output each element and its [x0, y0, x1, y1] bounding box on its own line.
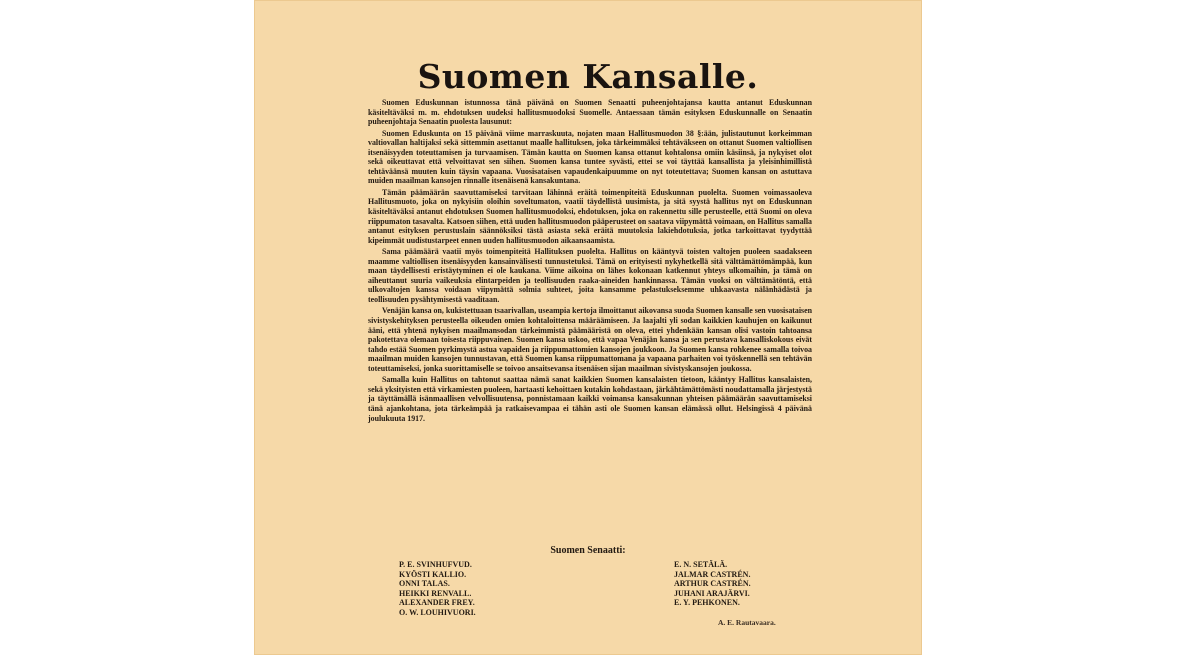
- senate-heading: Suomen Senaatti:: [550, 545, 626, 556]
- paragraph: Sama päämäärä vaatii myös toimenpiteitä Hallituksen puolelta. Hallitus on kääntyvä toisten valtojen puoleen saadakseen maamme valtiollisen itsenäisyyden kansainvälisesti tunnustetuksi. Tämä on erityisesti nykyhetkellä sitä välttämättömämpää, kun maan täydellisesti eristäytyminen ei ole kaukana. Viime aikoina on lähes kokonaan katkennut yhteys ulkomaihin, ja tämä on aiheuttanut suuria vaikeuksia elintarpeiden ja teollisuuden raaka-aineiden hankinnassa. Tämän vuoksi on välttämätöntä, että ulkovaltojen kanssa voidaan viipymättä solmia suhteet, joita kansamme pelastukseksemme uhkaavasta nälänhädästä ja teollisuuden pysähtymisestä vaaditaan.: [368, 247, 812, 304]
- paragraph: Tämän päämäärän saavuttamiseksi tarvitaan lähinnä eräitä toimenpiteitä Eduskunnan puolelta. Suomen voimassaoleva Hallitusmuoto, joka on nykyisiin oloihin soveltumaton, vaatii täydellistä uusimista, ja sitä syystä hallitus nyt on Eduskunnan käsiteltäväksi antanut ehdotuksen Suomen hallitusmuodoksi, ehdotuksen, joka on rakennettu sille perusteelle, että Suomi on oleva riippumaton tasavalta. Katsoen siihen, että uuden hallitusmuodon pääperusteet on saatava viipymättä voimaan, on Hallitus samalla antanut esityksen perustuslain säännöksiksi tästä asiasta sekä eräitä muutoksia lakiehdotuksia, jotka tarkoittavat tyydyttää kipeimmät uudistustarpeet ennen uuden hallitusmuodon aikaansaamista.: [368, 187, 812, 245]
- signatures-right: [674, 560, 751, 608]
- signature: ARTHUR CASTRÉN.: [674, 579, 751, 589]
- signature: P. E. SVINHUFVUD.: [399, 560, 472, 569]
- document-sheet: [254, 0, 922, 655]
- document-title: Suomen Kansalle.: [417, 57, 759, 96]
- signature: ALEXANDER FREY.: [399, 598, 475, 608]
- signature: ONNI TALAS.: [399, 579, 450, 589]
- signature: KYÖSTI KALLIO.: [399, 569, 467, 579]
- paragraph: Suomen Eduskunnan istunnossa tänä päivänä on Suomen Senaatti puheenjohtajansa kautta antanut Eduskunnan käsiteltäväksi m. m. ehdotuksen uudeksi hallitusmuodoksi Suomelle. Antaessaan tämän esityksen Eduskunnalle on Senaatin puheenjohtaja Senaatin puolesta lausunut:: [368, 98, 812, 127]
- paragraph: Samalla kuin Hallitus on tahtonut saattaa nämä sanat kaikkien Suomen kansalaisten tietoon, kääntyy Hallitus kansalaisten, sekä yksityisten että virkamiesten puoleen, hartaasti kehoittaen kutakin kohdastaan, järkähtämättömästi noudattamalla järjestystä ja täyttämällä isänmaallisen velvollisuutensa, ponnistamaan kaikki voimansa kansakunnan yhteisen päämäärän saavuttamiseksi tänä ajankohtana, jota tärkeämpää ja ratkaisevampaa ei tähän asti ole Suomen kansan elämässä ollut. Helsingissä 4 päivänä joulukuuta 1917.: [368, 375, 812, 423]
- signature: E. Y. PEHKONEN.: [674, 598, 740, 608]
- signatures-left: [399, 560, 476, 618]
- printer-signature: A. E. Rautavaara.: [718, 618, 776, 627]
- signature: O. W. LOUHIVUORI.: [399, 607, 476, 617]
- signature: E. N. SETÄLÄ.: [674, 560, 728, 569]
- signature: JUHANI ARAJÄRVI.: [674, 588, 750, 598]
- paragraph: Venäjän kansa on, kukistettuaan tsaarivallan, useampia kertoja ilmoittanut aikovansa suoda Suomen kansalle sen vuosisataisen sivistyskehityksen perusteella oikeuden omien kohtaloittensa määräämiseen. Ja laajalti yli sodan kaikkien kauhujen on kaikunut ääni, että yhtenä nykyisen maailmansodan tärkeimmistä päämääristä on oleva, ettei yhdenkään kansan olisi vastoin tahtoansa pakotettava olemaan toisesta riippuvainen. Suomen kansa uskoo, että vapaa Venäjän kansa ja sen perustava kansalliskokous eivät tahdo estää Suomen pyrkimystä astua vapaiden ja riippumattomien kansojen joukkoon. Ja Suomen kansa rohkenee samalla toivoa maailman muiden kansojen tunnustavan, että Suomen kansa riippumattomana ja vapaana parhaiten voi työskennellä sen tehtävän toteuttamiseksi, jonka suorittamiselle se toivoo ansaitsevansa itsenäisen sijan maailman sivistyskansojen joukossa.: [368, 306, 812, 373]
- proclamation-body: [368, 98, 812, 425]
- signature: JALMAR CASTRÉN.: [674, 569, 751, 579]
- paragraph: Suomen Eduskunta on 15 päivänä viime marraskuuta, nojaten maan Hallitusmuodon 38 §:ään, julistautunut korkeimman valtiovallan haltijaksi sekä sittemmin asettanut maalle hallituksen, joka tärkeimmäksi tehtäväkseen on ottanut Suomen valtiollisen itsenäisyyden toteuttamisen ja turvaamisen. Tämän kautta on Suomen kansa ottanut kohtalonsa omiin käsiinsä, ja nykyiset olot sekä oikeuttavat että velvoittavat sen siihen. Suomen kansa tuntee syvästi, ettei se voi täyttää kansallista ja yleisinhimillistä tehtäväänsä muuten kuin täysin vapaana. Vuosisataisen vapaudenkaipuumme on nyt toteutettava; Suomen kansan on astuttava muiden maailman kansojen rinnalle itsenäisenä kansakuntana.: [368, 128, 812, 186]
- signature: HEIKKI RENVALL.: [399, 588, 472, 598]
